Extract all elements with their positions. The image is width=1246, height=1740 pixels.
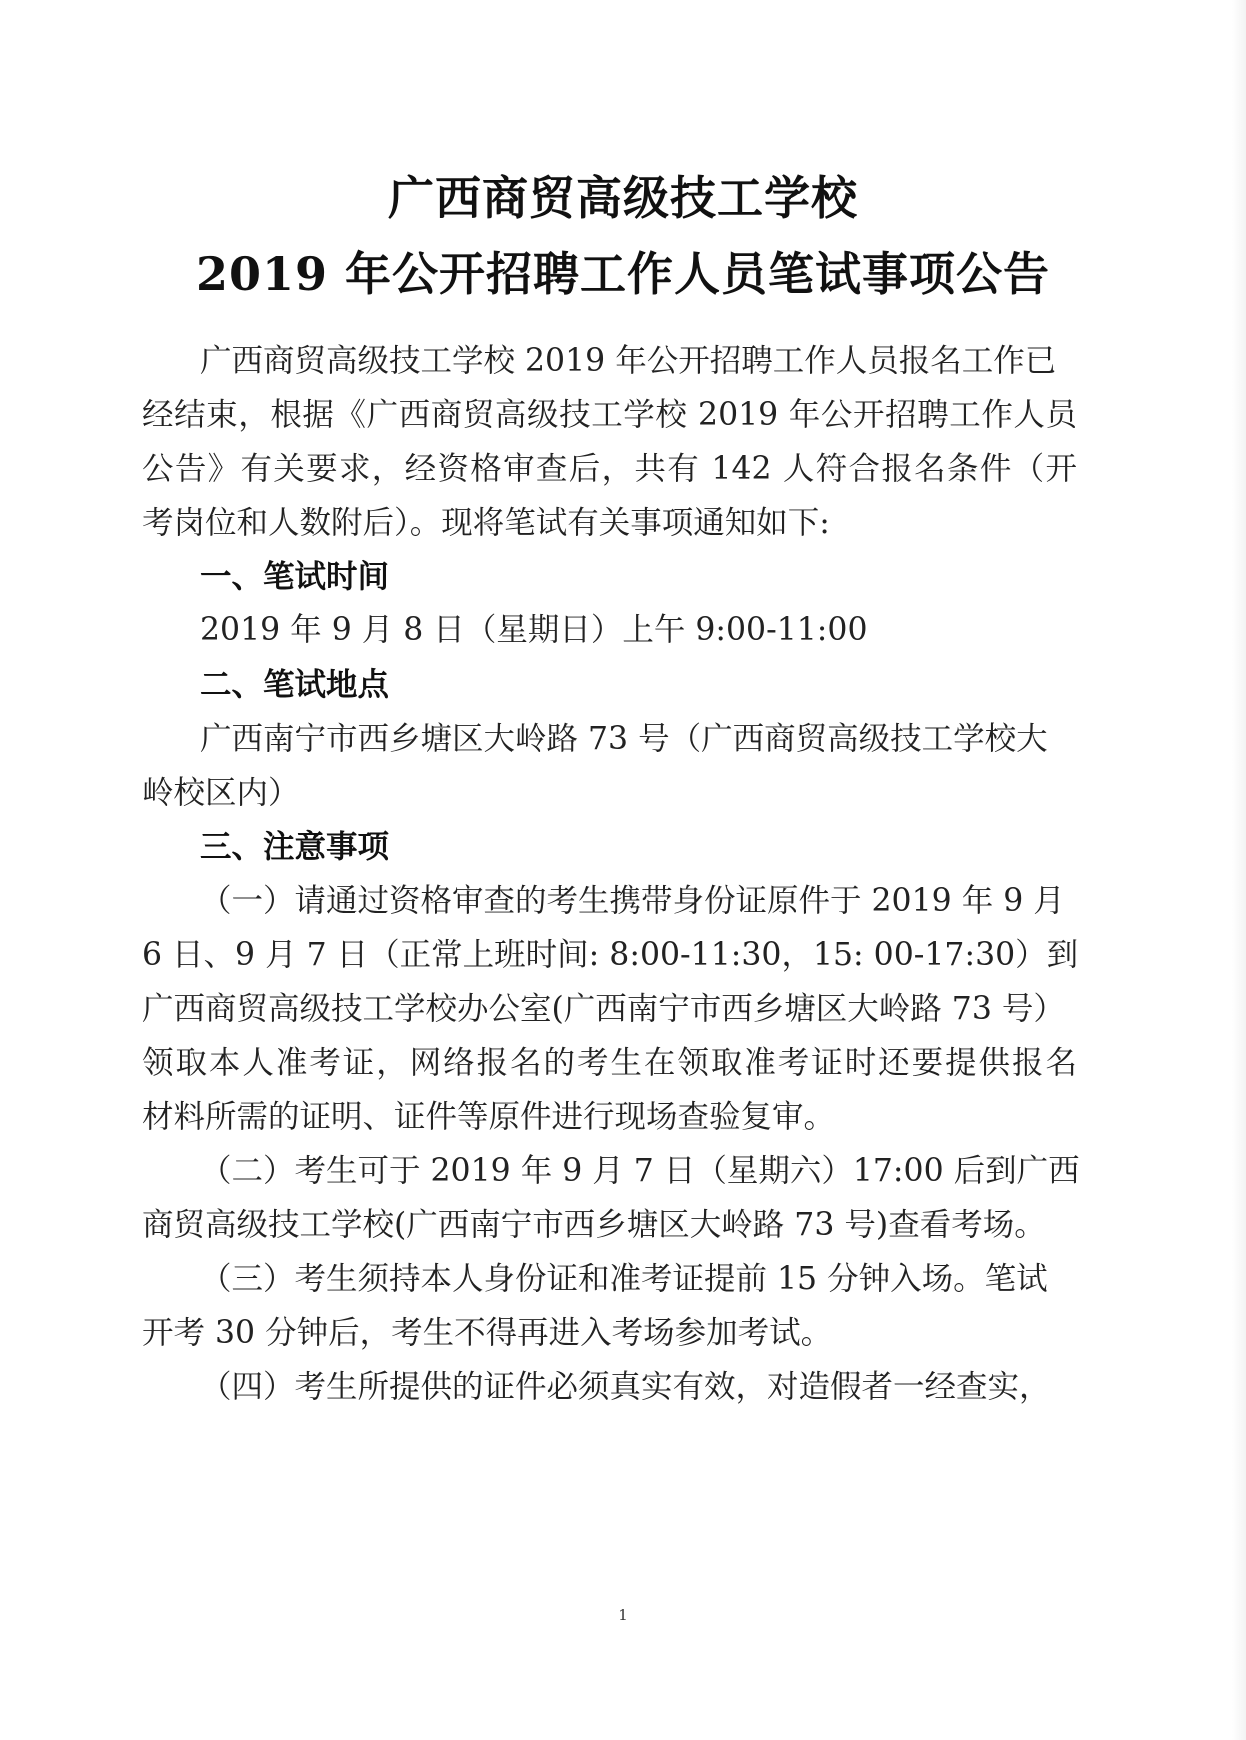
note-3-line-1: （三）考生须持本人身份证和准考证提前 15 分钟入场。笔试: [200, 1261, 1048, 1297]
page-number: 1: [618, 1606, 628, 1624]
intro-line-3: 公告》有关要求，经资格审查后，共有 142 人符合报名条件（开: [142, 451, 1077, 487]
section-heading-notes: 三、注意事项: [200, 829, 390, 865]
note-4-line-1: （四）考生所提供的证件必须真实有效，对造假者一经查实，: [200, 1369, 1051, 1405]
note-1-line-2: 6 日、9 月 7 日（正常上班时间: 8:00-11:30，15: 00-17:30）到: [142, 937, 1079, 973]
exam-time-text: 2019 年 9 月 8 日（星期日）上午 9:00-11:00: [200, 612, 868, 648]
document-title-line-1: 广西商贸高级技工学校: [388, 171, 858, 225]
intro-line-2: 经结束，根据《广西商贸高级技工学校 2019 年公开招聘工作人员: [142, 397, 1077, 433]
section-heading-exam-location: 二、笔试地点: [200, 667, 390, 703]
document-title-line-2: 2019 年公开招聘工作人员笔试事项公告: [195, 247, 1051, 301]
exam-location-line-2: 岭校区内）: [142, 775, 300, 811]
intro-line-1: 广西商贸高级技工学校 2019 年公开招聘工作人员报名工作已: [200, 343, 1057, 379]
note-2-line-1: （二）考生可于 2019 年 9 月 7 日（星期六）17:00 后到广西: [200, 1153, 1080, 1189]
note-3-line-2: 开考 30 分钟后，考生不得再进入考场参加考试。: [142, 1315, 833, 1351]
note-2-line-2: 商贸高级技工学校(广西南宁市西乡塘区大岭路 73 号)查看考场。: [142, 1207, 1046, 1243]
note-1-line-1: （一）请通过资格审查的考生携带身份证原件于 2019 年 9 月: [200, 883, 1065, 919]
note-1-line-3: 广西商贸高级技工学校办公室(广西南宁市西乡塘区大岭路 73 号）: [142, 991, 1065, 1027]
note-1-line-5: 材料所需的证明、证件等原件进行现场查验复审。: [142, 1099, 836, 1135]
section-heading-exam-time: 一、笔试时间: [200, 559, 390, 595]
intro-line-4: 考岗位和人数附后）。现将笔试有关事项通知如下:: [142, 505, 830, 541]
exam-location-line-1: 广西南宁市西乡塘区大岭路 73 号（广西商贸高级技工学校大: [200, 721, 1048, 757]
note-1-line-4: 领取本人准考证，网络报名的考生在领取准考证时还要提供报名: [142, 1045, 1077, 1081]
